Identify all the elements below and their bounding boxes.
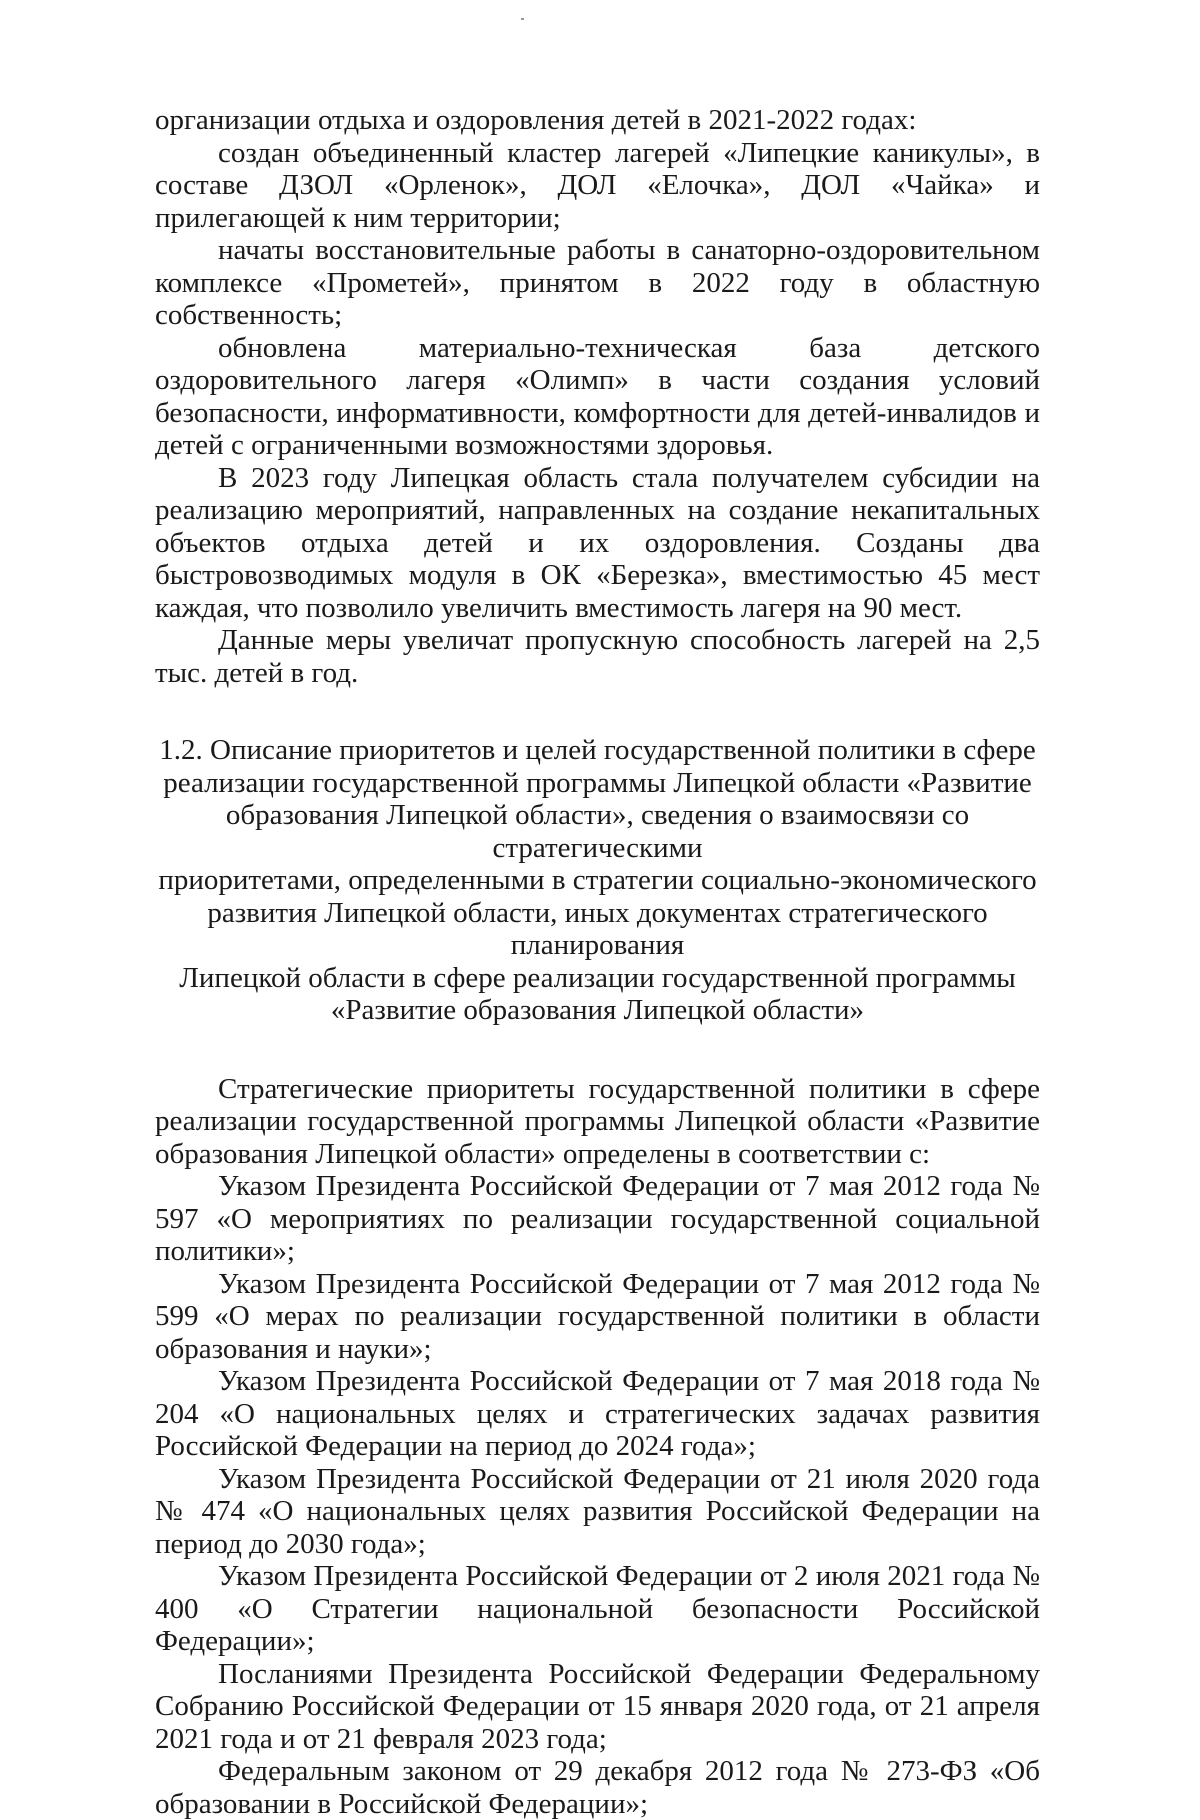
paragraph-0: организации отдыха и оздоровления детей в 2021-2022 годах:	[155, 104, 917, 136]
paragraph-2: начаты восстановительные работы в санаторно-оздоровительном комплексе «Прометей», принятом в 2022 году в областную собственность;	[155, 234, 1040, 331]
heading-line-6: Липецкой области в сфере реализации государственной программы	[179, 961, 1016, 994]
paragraph-decree-599: Указом Президента Российской Федерации от 7 мая 2012 года № 599 «О мерах по реализации государственной политики в области образования и науки»;	[155, 1267, 1040, 1365]
paragraph-3: обновлена материально-техническая база детского оздоровительного лагеря «Олимп» в части создания условий безопасности, информативности, комфортности для детей-инвалидов и детей с ограниченными возможностями здоровья.	[155, 331, 1040, 461]
paragraph-4: В 2023 году Липецкая область стала получателем субсидии на реализацию мероприятий, направленных на создание некапитальных объектов отдыха детей и их оздоровления. Созданы два быстровозводимых модуля в ОК «Березка», вместимостью 45 мест каждая, что позволило увеличить вместимость лагеря на 90 мест.	[155, 461, 1040, 624]
heading-line-7: «Развитие образования Липецкой области»	[330, 994, 865, 1026]
section-heading	[155, 734, 1040, 1027]
scan-artifact-dot	[521, 18, 524, 20]
heading-line-2: реализации государственной программы Липецкой области «Развитие	[163, 766, 1032, 799]
paragraph-5: Данные меры увеличат пропускную способность лагерей на 2,5 тыс. детей в год.	[155, 624, 1040, 689]
paragraph-decree-400: Указом Президента Российской Федерации от 2 июля 2021 года № 400 «О Стратегии национальной безопасности Российской Федерации»;	[155, 1560, 1040, 1657]
paragraph-decree-204: Указом Президента Российской Федерации от 7 мая 2018 года № 204 «О национальных целях и стратегических задачах развития Российской Федерации на период до 2024 года»;	[155, 1365, 1040, 1462]
paragraph-1: создан объединенный кластер лагерей «Липецкие каникулы», в составе ДЗОЛ «Орленок», ДОЛ «Елочка», ДОЛ «Чайка» и прилегающей к ним территории;	[155, 136, 1040, 234]
paragraph-decree-597: Указом Президента Российской Федерации от 7 мая 2012 года № 597 «О мероприятиях по реализации государственной социальной политики»;	[155, 1170, 1040, 1267]
heading-line-5: развития Липецкой области, иных документах стратегического планирования	[207, 896, 988, 961]
heading-line-3: образования Липецкой области», сведения о взаимосвязи со стратегическими	[225, 799, 970, 864]
heading-line-4: приоритетами, определенными в стратегии социально-экономического	[158, 864, 1037, 896]
heading-line-1: 1.2. Описание приоритетов и целей государственной политики в сфере	[159, 734, 1036, 766]
paragraph-presidential-messages: Посланиями Президента Российской Федерации Федеральному Собранию Российской Федерации от 15 января 2020 года, от 21 апреля 2021 года и от 21 февраля 2023 года;	[155, 1657, 1040, 1755]
paragraph-decree-474: Указом Президента Российской Федерации от 21 июля 2020 года № 474 «О национальных целях развития Российской Федерации на период до 2030 года»;	[155, 1462, 1040, 1560]
document-body	[155, 104, 1040, 1820]
paragraph-federal-law-273: Федеральным законом от 29 декабря 2012 года № 273-ФЗ «Об образовании в Российской Федерации»;	[155, 1755, 1040, 1820]
paragraph-strategic-priorities: Стратегические приоритеты государственной политики в сфере реализации государственной программы Липецкой области «Развитие образования Липецкой области» определены в соответствии с:	[155, 1072, 1040, 1170]
